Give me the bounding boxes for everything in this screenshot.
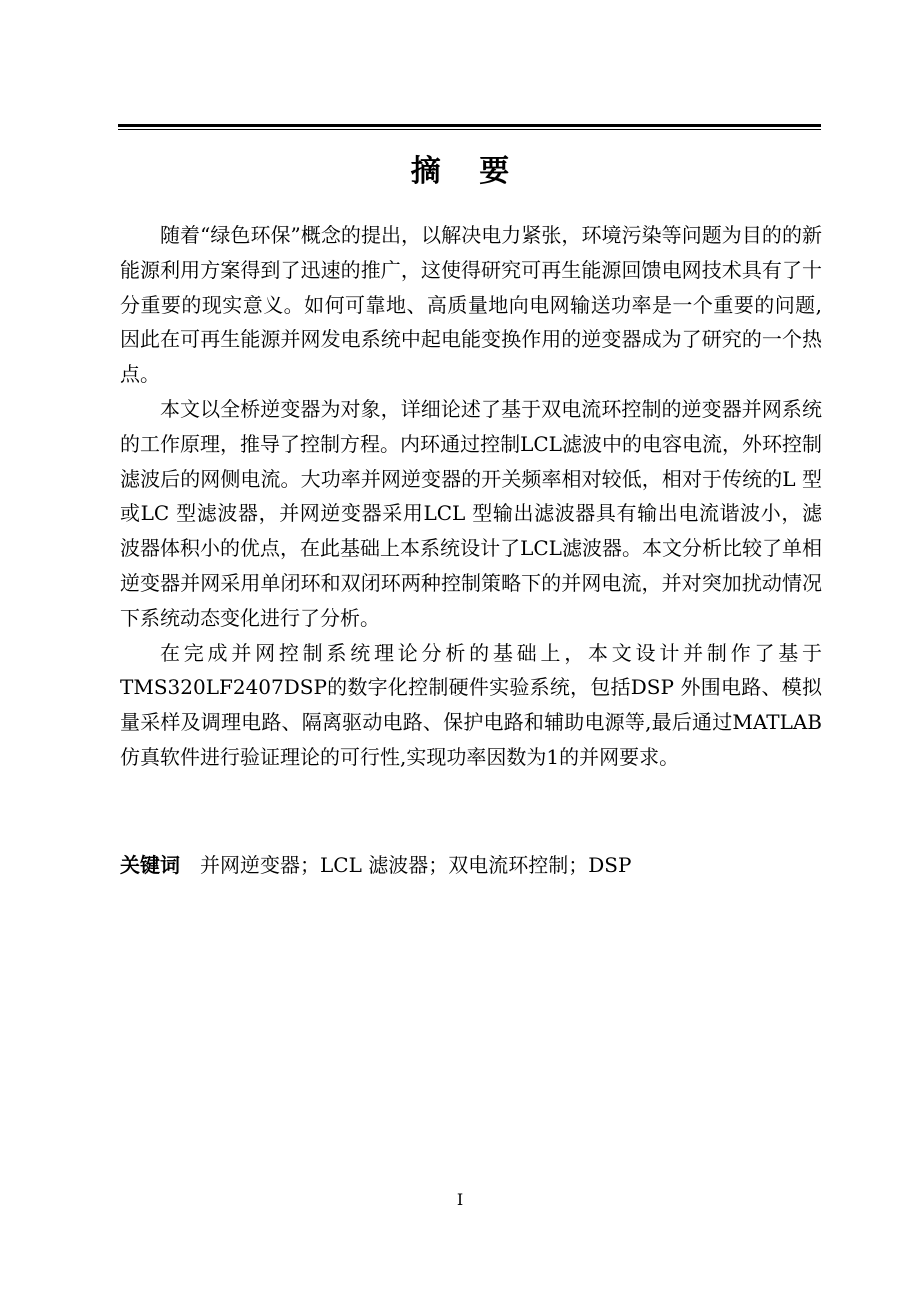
abstract-paragraph: 本文以全桥逆变器为对象，详细论述了基于双电流环控制的逆变器并网系统的工作原理，推导了控制方程。内环通过控制LCL滤波中的电容电流，外环控制滤波后的网侧电流。大功率并网逆变器的开关频率相对较低，相对于传统的L 型或LC 型滤波器，并网逆变器采用LCL 型输出滤波器具有输出电流谐波小，滤波器体积小的优点，在此基础上本系统设计了LCL滤波器。本文分析比较了单相逆变器并网采用单闭环和双闭环两种控制策略下的并网电流，并对突加扰动情况下系统动态变化进行了分析。 xyxy=(120,396,822,630)
header-rule-thick xyxy=(118,124,821,127)
keywords-label: 关键词 xyxy=(120,853,180,877)
abstract-body xyxy=(120,218,822,775)
header-rule-thin xyxy=(118,129,821,130)
abstract-title: 摘 要 xyxy=(410,154,524,189)
page-number: I xyxy=(456,1190,464,1209)
abstract-paragraph: 随着“绿色环保”概念的提出，以解决电力紧张，环境污染等问题为目的的新能源利用方案得到了迅速的推广，这使得研究可再生能源回馈电网技术具有了十分重要的现实意义。如何可靠地、高质量地向电网输送功率是一个重要的问题,因此在可再生能源并网发电系统中起电能变换作用的逆变器成为了研究的一个热点。 xyxy=(120,223,822,387)
abstract-paragraph: 在完成并网控制系统理论分析的基础上，本文设计并制作了基于TMS320LF2407DSP的数字化控制硬件实验系统，包括DSP 外围电路、模拟量采样及调理电路、隔离驱动电路、保护电路和辅助电源等,最后通过MATLAB仿真软件进行验证理论的可行性,实现功率因数为1的并网要求。 xyxy=(120,640,822,769)
keywords-line xyxy=(120,848,822,882)
keywords-text: 并网逆变器；LCL 滤波器；双电流环控制；DSP xyxy=(200,853,632,877)
